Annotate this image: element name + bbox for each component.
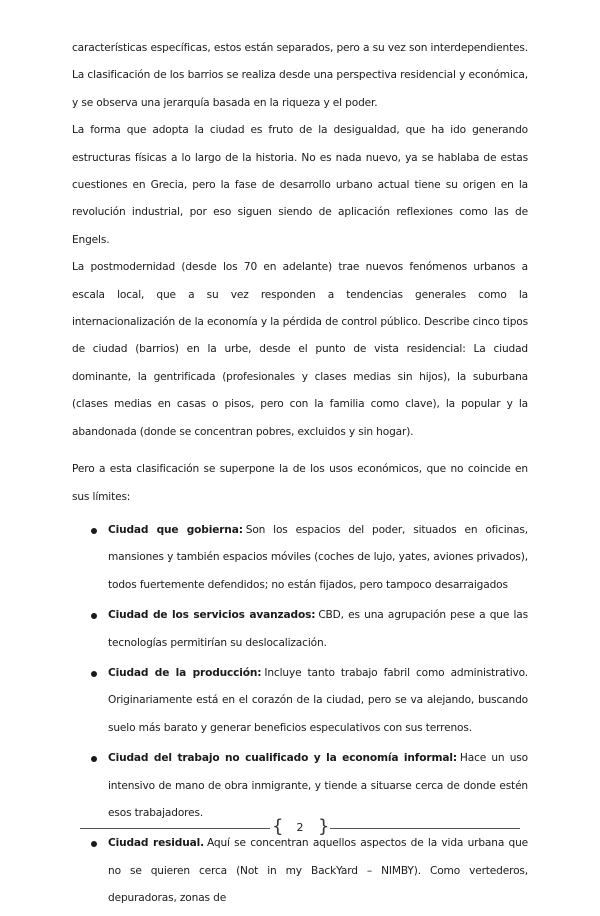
list-item-term: Ciudad de la producción: bbox=[108, 666, 262, 679]
list-item-text: CBD, es una agrupación pese a que las tecnologías permitirían su deslocalización. bbox=[108, 609, 528, 649]
bullet-icon bbox=[91, 756, 97, 762]
city-types-list bbox=[72, 517, 528, 913]
list-item-term: Ciudad de los servicios avanzados: bbox=[108, 609, 316, 622]
close-brace-icon: } bbox=[318, 816, 330, 837]
footer-rule-right bbox=[330, 828, 520, 829]
bullet-icon bbox=[91, 528, 97, 534]
list-item-text: Incluye tanto trabajo fabril como administrativo. Originariamente está en el corazón de la ciudad, pero se va alejando, buscando suelo más barato y generar beneficios especulativos con sus terrenos. bbox=[108, 666, 529, 734]
list-item-text: Son los espacios del poder, situados en oficinas, mansiones y también espacios móviles (coches de lujo, yates, aviones privados), todos fuertemente defendidos; no están fijados, pero tampoco desarraigados bbox=[108, 523, 528, 591]
paragraph-barrios: características específicas, estos están separados, pero a su vez son interdependientes. La clasificación de los barrios se realiza desde una perspectiva residencial y económica, y se observa una jerarquía basada en la riqueza y el poder. bbox=[72, 42, 528, 109]
bullet-icon bbox=[91, 841, 97, 847]
list-item bbox=[108, 660, 528, 742]
footer-rule-left bbox=[80, 828, 270, 829]
paragraph-list-intro: Pero a esta clasificación se superpone la de los usos económicos, que no coincide en sus límites: bbox=[72, 463, 528, 503]
list-item-term: Ciudad residual. bbox=[108, 837, 204, 850]
list-item bbox=[108, 602, 528, 657]
bullet-icon bbox=[91, 613, 97, 619]
paragraph-postmodernidad: La postmodernidad (desde los 70 en adelante) trae nuevos fenómenos urbanos a escala local, que a su vez responden a tendencias generales como la internacionalización de la economía y la pérdida de control público. Describe cinco tipos de ciudad (barrios) en la urbe, desde el punto de vista residencial: La ciudad dominante, la gentrificada (profesionales y clases medias sin hijos), la suburbana (clases medias en casas o pisos, pero con la familia como clave), la popular y la abandonada (donde se concentran pobres, excluidos y sin hogar). bbox=[72, 261, 528, 438]
list-item bbox=[108, 830, 528, 912]
list-item-term: Ciudad del trabajo no cualificado y la economía informal: bbox=[108, 752, 457, 765]
body-text bbox=[72, 35, 528, 916]
open-brace-icon: { bbox=[272, 816, 284, 837]
list-item-term: Ciudad que gobierna: bbox=[108, 523, 243, 536]
list-item-text: Aquí se concentran aquellos aspectos de la vida urbana que no se quieren cerca (Not in my BackYard – NIMBY). Como vertederos, depuradoras, zonas de bbox=[108, 837, 528, 905]
bullet-icon bbox=[91, 671, 97, 677]
page-footer bbox=[80, 818, 520, 838]
list-item bbox=[108, 517, 528, 599]
list-item-text: Hace un uso intensivo de mano de obra inmigrante, y tiende a situarse cerca de donde estén esos trabajadores. bbox=[108, 752, 529, 819]
paragraph-desigualdad: La forma que adopta la ciudad es fruto de la desigualdad, que ha ido generando estructuras físicas a lo largo de la historia. No es nada nuevo, ya se hablaba de estas cuestiones en Grecia, pero la fase de desarrollo urbano actual tiene su origen en la revolución industrial, por eso siguen siendo de aplicación reflexiones como las de Engels. bbox=[72, 124, 528, 246]
page-number: 2 bbox=[296, 821, 304, 834]
